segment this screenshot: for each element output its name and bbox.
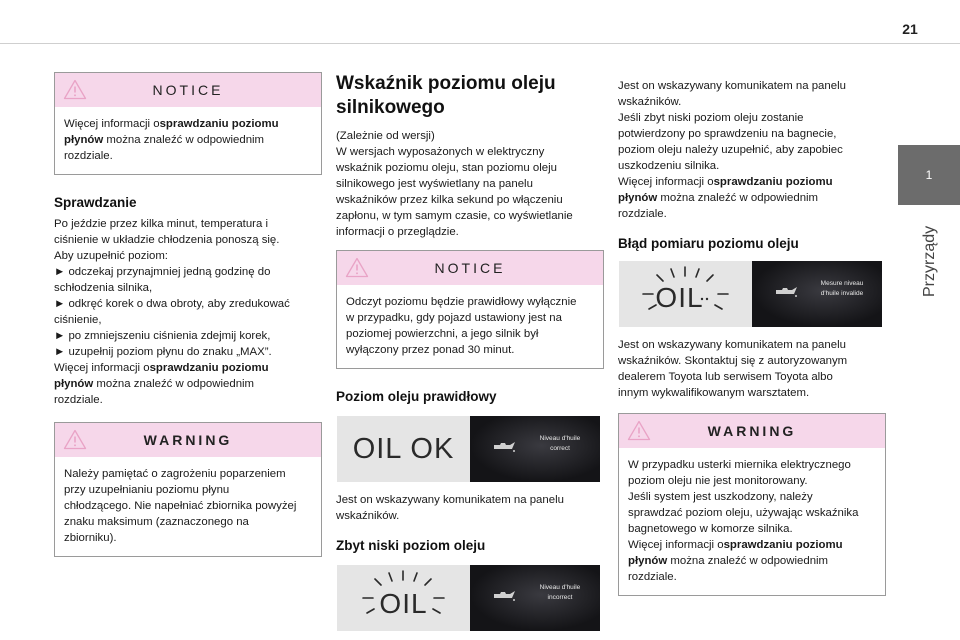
text-line: zapłonu, w tym samym czasie, co wyświetlanie — [336, 210, 573, 222]
bold-text: sprawdzaniu poziomu — [713, 176, 833, 188]
warning-body — [619, 448, 885, 595]
text-line: schłodzenia silnika, — [54, 282, 153, 294]
text-line: ► odczekaj przynajmniej jedną godzinę do — [54, 266, 271, 278]
text: rozdziale. — [618, 208, 667, 220]
oil-ok-screen — [470, 416, 600, 482]
text: Więcej informacji o — [54, 362, 150, 374]
text-line: innym wykwalifikowanym warsztatem. — [618, 387, 810, 399]
oil-ok-image — [337, 416, 600, 482]
main-title — [336, 72, 604, 120]
chapter-tab[interactable]: 1 — [898, 145, 960, 205]
text: można znaleźć w odpowiednim — [667, 555, 829, 567]
oil-error-text — [618, 337, 886, 401]
section-heading-oil-low: Zbyt niski poziom oleju — [336, 538, 486, 553]
text-line: dealerem Toyota lub serwisem Toyota albo — [618, 371, 833, 383]
oil-low-display — [337, 565, 470, 631]
oil-can-icon — [492, 589, 516, 603]
text: Więcej informacji o — [628, 539, 724, 551]
text: rozdziale. — [54, 394, 103, 406]
text-line: potwierdzony po sprawdzeniu na bagnecie, — [618, 128, 837, 140]
text-line: wskaźników. — [618, 96, 682, 108]
oil-error-display — [619, 261, 752, 327]
text-line: wskaźnik poziomu oleju, stan poziomu oleju — [336, 162, 557, 174]
oil-can-icon — [774, 285, 798, 299]
warning-triangle-icon — [345, 257, 369, 278]
text-line: chłodzącego. Nie napełniać zbiornika powyżej — [64, 500, 297, 512]
bold-text: płynów — [64, 134, 104, 146]
text-line: poziom oleju należy uzupełnić, aby zapobiec — [618, 144, 843, 156]
warning-triangle-icon — [627, 420, 651, 441]
message-line: d'huile invalide — [820, 290, 864, 297]
oil-error-screen — [752, 261, 882, 327]
text-line: wskaźników. — [336, 510, 400, 522]
notice-title: NOTICE — [434, 260, 506, 276]
text-line: uszkodzeniu silnika. — [618, 160, 720, 172]
text-line: znaku maksimum (zaznaczonego na — [64, 516, 249, 528]
warning-box — [54, 422, 322, 557]
warning-triangle-icon — [63, 79, 87, 100]
text: można znaleźć w odpowiednim — [657, 192, 819, 204]
text: Więcej informacji o — [64, 118, 160, 130]
text-line: Jest on wskazywany komunikatem na panelu — [618, 339, 846, 351]
text-line: Po jeździe przez kilka minut, temperatura i — [54, 218, 268, 230]
text-line: ► po zmniejszeniu ciśnienia zdejmij korek, — [54, 330, 271, 342]
title-line: Wskaźnik poziomu oleju — [336, 73, 556, 94]
bold-text: płynów — [628, 555, 668, 567]
warning-title: WARNING — [707, 423, 797, 439]
column-2 — [336, 72, 604, 640]
text-line: Jeśli system jest uszkodzony, należy — [628, 491, 813, 503]
notice-box — [54, 72, 322, 175]
oil-error-image — [619, 261, 882, 327]
text-line: (Zależnie od wersji) — [336, 130, 435, 142]
text-line: bagnetowego w komorze silnika. — [628, 523, 793, 535]
text: rozdziale. — [628, 571, 677, 583]
check-text — [54, 216, 322, 408]
oil-can-icon — [492, 440, 516, 454]
oil-ok-display-text: OIL OK — [352, 432, 455, 465]
oil-low-message — [524, 583, 596, 603]
text-line: zbiorniku). — [64, 532, 117, 544]
text-line: informacji o przeglądzie. — [336, 226, 459, 238]
notice-box — [336, 250, 604, 369]
text-line: W wersjach wyposażonych w elektryczny — [336, 146, 545, 158]
message-line: incorrect — [547, 594, 573, 601]
section-heading-measure-error: Błąd pomiaru poziomu oleju — [618, 236, 799, 251]
chapter-label-text: Przyrządy — [921, 225, 938, 297]
text-line: wskaźników. Skontaktuj się z autoryzowanym — [618, 355, 848, 367]
message-line: Mesure niveau — [820, 280, 864, 287]
notice-title: NOTICE — [152, 82, 224, 98]
oil-low-display-text: OIL — [379, 588, 428, 619]
oil-ok-display — [337, 416, 470, 482]
column-1 — [54, 72, 322, 571]
text: można znaleźć w odpowiednim — [103, 134, 265, 146]
message-line: correct — [550, 445, 570, 452]
title-line: silnikowego — [336, 97, 445, 118]
oil-ok-message — [524, 434, 596, 454]
oil-error-message — [806, 279, 878, 299]
text-line: poziom oleju nie jest monitorowany. — [628, 475, 808, 487]
notice-body — [55, 107, 321, 174]
text-line: wyłączony przez ponad 30 minut. — [346, 344, 515, 356]
oil-ok-text — [336, 492, 604, 524]
oil-low-screen — [470, 565, 600, 631]
bold-text: sprawdzaniu poziomu — [723, 539, 843, 551]
text-line: silnikowego jest wyświetlany na panelu — [336, 178, 533, 190]
warning-title: WARNING — [143, 432, 233, 448]
section-heading-check: Sprawdzanie — [54, 195, 137, 210]
text-line: ciśnienie, — [54, 314, 102, 326]
bold-text: płynów — [618, 192, 658, 204]
text-line: W przypadku usterki miernika elektrycznego — [628, 459, 851, 471]
text-line: ► odkręć korek o dwa obroty, aby zredukować — [54, 298, 290, 310]
text-line: Jest on wskazywany komunikatem na panelu — [336, 494, 564, 506]
text-line: Odczyt poziomu będzie prawidłowy wyłącznie — [346, 296, 577, 308]
bold-text: sprawdzaniu poziomu — [149, 362, 269, 374]
message-line: Niveau d'huile — [539, 435, 581, 442]
text-line: ciśnienie w układzie chłodzenia ponoszą się. — [54, 234, 280, 246]
oil-low-text — [618, 78, 886, 222]
oil-low-image — [337, 565, 600, 631]
text-line: Należy pamiętać o zagrożeniu poparzeniem — [64, 468, 286, 480]
header-rule — [0, 43, 960, 44]
page-number: 21 — [902, 21, 918, 37]
warning-box — [618, 413, 886, 596]
text: rozdziale. — [64, 150, 113, 162]
section-heading-oil-ok: Poziom oleju prawidłowy — [336, 389, 497, 404]
text-line: Jeśli zbyt niski poziom oleju zostanie — [618, 112, 804, 124]
notice-header — [55, 73, 321, 107]
notice-body — [337, 285, 603, 368]
warning-header — [619, 414, 885, 448]
warning-triangle-icon — [63, 429, 87, 450]
text-line: ► uzupełnij poziom płynu do znaku „MAX”. — [54, 346, 272, 358]
warning-body — [55, 457, 321, 556]
text-line: wskaźników przez kilka sekund po włączeniu — [336, 194, 563, 206]
text-line: w przypadku, gdy pojazd ustawiony jest na — [346, 312, 562, 324]
message-line: Niveau d'huile — [539, 584, 581, 591]
text-line: poziomej powierzchni, a jego silnik był — [346, 328, 539, 340]
text: Więcej informacji o — [618, 176, 714, 188]
chapter-label — [899, 212, 959, 297]
intro-text — [336, 128, 604, 240]
text-line: Aby uzupełnić poziom: — [54, 250, 168, 262]
oil-error-display-text: OIL — [655, 282, 704, 313]
warning-header — [55, 423, 321, 457]
notice-header — [337, 251, 603, 285]
bold-text: płynów — [54, 378, 94, 390]
text-line: przy uzupełnianiu poziomu płynu — [64, 484, 230, 496]
column-3 — [618, 78, 886, 610]
text: można znaleźć w odpowiednim — [93, 378, 255, 390]
bold-text: sprawdzaniu poziomu — [159, 118, 279, 130]
text-line: Jest on wskazywany komunikatem na panelu — [618, 80, 846, 92]
text-line: sprawdzać poziom oleju, używając wskaźnika — [628, 507, 859, 519]
